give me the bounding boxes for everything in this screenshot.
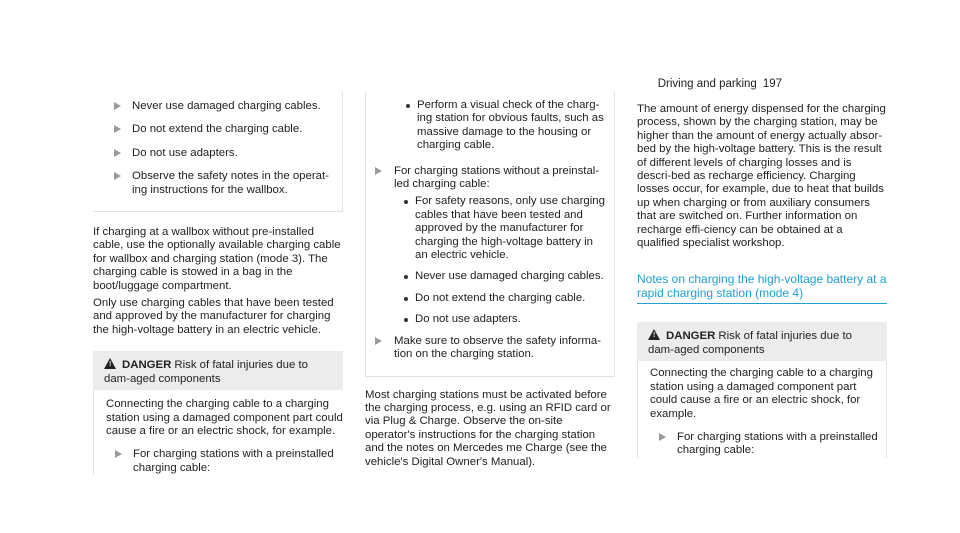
list-item: Perform a visual check of the charg-ing station for obvious faults, such as massive damage to the housing or charging cable. xyxy=(406,99,608,153)
arrow-icon xyxy=(375,337,382,345)
list-item: Never use damaged charging cables. xyxy=(404,270,608,283)
paragraph: Only use charging cables that have been tested and approved by the manufacturer for charging the high-voltage battery in an electric vehicle. xyxy=(93,297,334,336)
column-3 xyxy=(637,103,887,468)
paragraph: Most charging stations must be activated before the charging process, e.g. using an RFID card or via Plug & Charge. Observe the on-site operator's instructions for the charging station and the notes on Mercedes me Charge (see the vehicle's Digital Owner's Manual). xyxy=(365,388,611,468)
list-item: Make sure to observe the safety informa-tion on the charging station. xyxy=(366,335,608,362)
danger-label: DANGER xyxy=(122,359,172,372)
list-item: For charging stations with a preinstalled charging cable: xyxy=(106,448,343,475)
danger-title: Risk of fatal injuries due to dam-aged components xyxy=(104,359,308,385)
danger-text: Connecting the charging cable to a charging station using a damaged component part could cause a fire or an electric shock, for example. xyxy=(650,367,873,420)
column-2 xyxy=(365,91,615,473)
arrow-icon xyxy=(114,149,121,157)
danger-label: DANGER xyxy=(666,330,716,343)
section-name: Driving and parking xyxy=(657,78,757,90)
section-heading: Notes on charging the high-voltage battery at a rapid charging station (mode 4) xyxy=(637,272,887,304)
column-1 xyxy=(93,91,343,485)
warning-icon: ! xyxy=(648,329,660,340)
danger-header xyxy=(93,351,343,390)
page-header xyxy=(658,78,782,91)
page-number: 197 xyxy=(762,78,782,90)
danger-title: Risk of fatal injuries due to dam-aged components xyxy=(648,330,852,356)
instruction-box xyxy=(365,91,615,377)
list-item: For charging stations with a preinstalled charging cable: xyxy=(650,431,886,458)
danger-header xyxy=(637,322,887,361)
paragraph: The amount of energy dispensed for the charging process, shown by the charging station, may be higher than the amount of energy actually absor-bed by the high-voltage battery. This is the result of different levels of charging losses and is descri-bed as recharge efficiency. Charging losses occur, for example, due to heat that builds up when charging or from auxiliary consumers that are switched on. Further information on recharge effi-ciency can be obtained at a qualified specialist workshop. xyxy=(637,103,886,250)
instruction-box xyxy=(93,91,343,212)
arrow-icon xyxy=(114,102,121,110)
arrow-icon xyxy=(114,172,121,180)
list-item: Do not extend the charging cable. xyxy=(105,123,334,136)
arrow-icon xyxy=(659,433,666,441)
danger-body xyxy=(637,361,887,457)
arrow-icon xyxy=(115,450,122,458)
list-item: Do not use adapters. xyxy=(404,313,608,326)
warning-icon: ! xyxy=(104,358,116,369)
list-item: Do not extend the charging cable. xyxy=(404,292,608,305)
paragraph: If charging at a wallbox without pre-installed cable, use the optionally available charging cable for wallbox and charging station (mode 3). The charging cable is stowed in a bag in the boot/luggage compartment. xyxy=(93,226,341,292)
list-item: Never use damaged charging cables. xyxy=(105,100,334,113)
arrow-icon xyxy=(375,167,382,175)
list-item: For safety reasons, only use charging cables that have been tested and approved by the manufacturer for charging the high-voltage battery in an electric vehicle. xyxy=(404,195,608,262)
list-item: For charging stations without a preinstal-led charging cable: xyxy=(366,165,608,192)
list-item: Do not use adapters. xyxy=(105,147,334,160)
danger-body xyxy=(93,390,343,475)
danger-text: Connecting the charging cable to a charging station using a damaged component part could cause a fire or an electric shock, for example. xyxy=(106,398,343,437)
arrow-icon xyxy=(114,125,121,133)
list-item: Observe the safety notes in the operat-ing instructions for the wallbox. xyxy=(105,170,334,197)
